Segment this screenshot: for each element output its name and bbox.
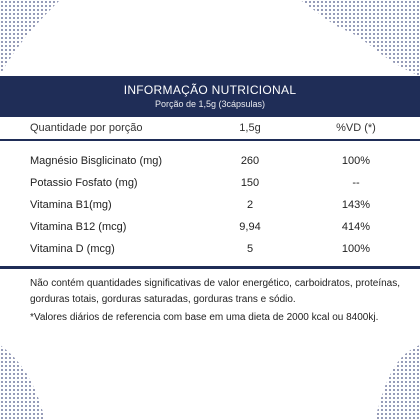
column-header-vd: %VD (*) bbox=[336, 122, 376, 134]
column-header-row bbox=[0, 117, 420, 141]
table-row bbox=[0, 196, 420, 216]
nutrient-amount: 260 bbox=[240, 155, 260, 167]
footnotes bbox=[30, 276, 400, 329]
nutrient-vd: 100% bbox=[341, 243, 371, 255]
table-row bbox=[0, 240, 420, 260]
nutrient-vd: -- bbox=[352, 177, 360, 189]
serving-size: Porção de 1,5g (3cápsulas) bbox=[154, 99, 266, 109]
nutrient-vd: 414% bbox=[341, 221, 371, 233]
table-title: INFORMAÇÃO NUTRICIONAL bbox=[123, 83, 297, 97]
nutrient-name: Vitamina B1(mg) bbox=[30, 199, 112, 211]
table-row bbox=[0, 174, 420, 194]
nutrient-amount: 150 bbox=[240, 177, 260, 189]
nutrient-vd: 100% bbox=[341, 155, 371, 167]
bottom-left-wave bbox=[0, 345, 45, 420]
nutrient-amount: 9,94 bbox=[239, 221, 261, 233]
nutrient-amount: 5 bbox=[246, 243, 254, 255]
top-left-wave bbox=[0, 0, 60, 75]
table-header bbox=[0, 76, 420, 117]
table-row bbox=[0, 218, 420, 238]
nutrient-name: Vitamina B12 (mcg) bbox=[30, 221, 127, 233]
nutrient-name: Potassio Fosfato (mg) bbox=[30, 177, 138, 189]
table-divider bbox=[0, 266, 420, 269]
top-right-wave bbox=[300, 0, 420, 76]
table-row bbox=[0, 152, 420, 172]
nutrient-name: Vitamina D (mcg) bbox=[30, 243, 115, 255]
footnote-not-significant: Não contém quantidades significativas de valor energético, carboidratos, proteínas, gorduras totais, gorduras saturadas, gorduras trans e sódio. bbox=[30, 278, 400, 305]
nutrient-name: Magnésio Bisglicinato (mg) bbox=[30, 155, 163, 167]
nutrient-vd: 143% bbox=[341, 199, 371, 211]
column-header-label: Quantidade por porção bbox=[30, 122, 143, 134]
footnote-daily-values: *Valores diários de referencia com base em uma dieta de 2000 kcal ou 8400kj. bbox=[30, 312, 379, 323]
nutrient-amount: 2 bbox=[246, 199, 254, 211]
column-header-amount: 1,5g bbox=[239, 122, 261, 134]
bottom-right-wave bbox=[375, 345, 420, 420]
